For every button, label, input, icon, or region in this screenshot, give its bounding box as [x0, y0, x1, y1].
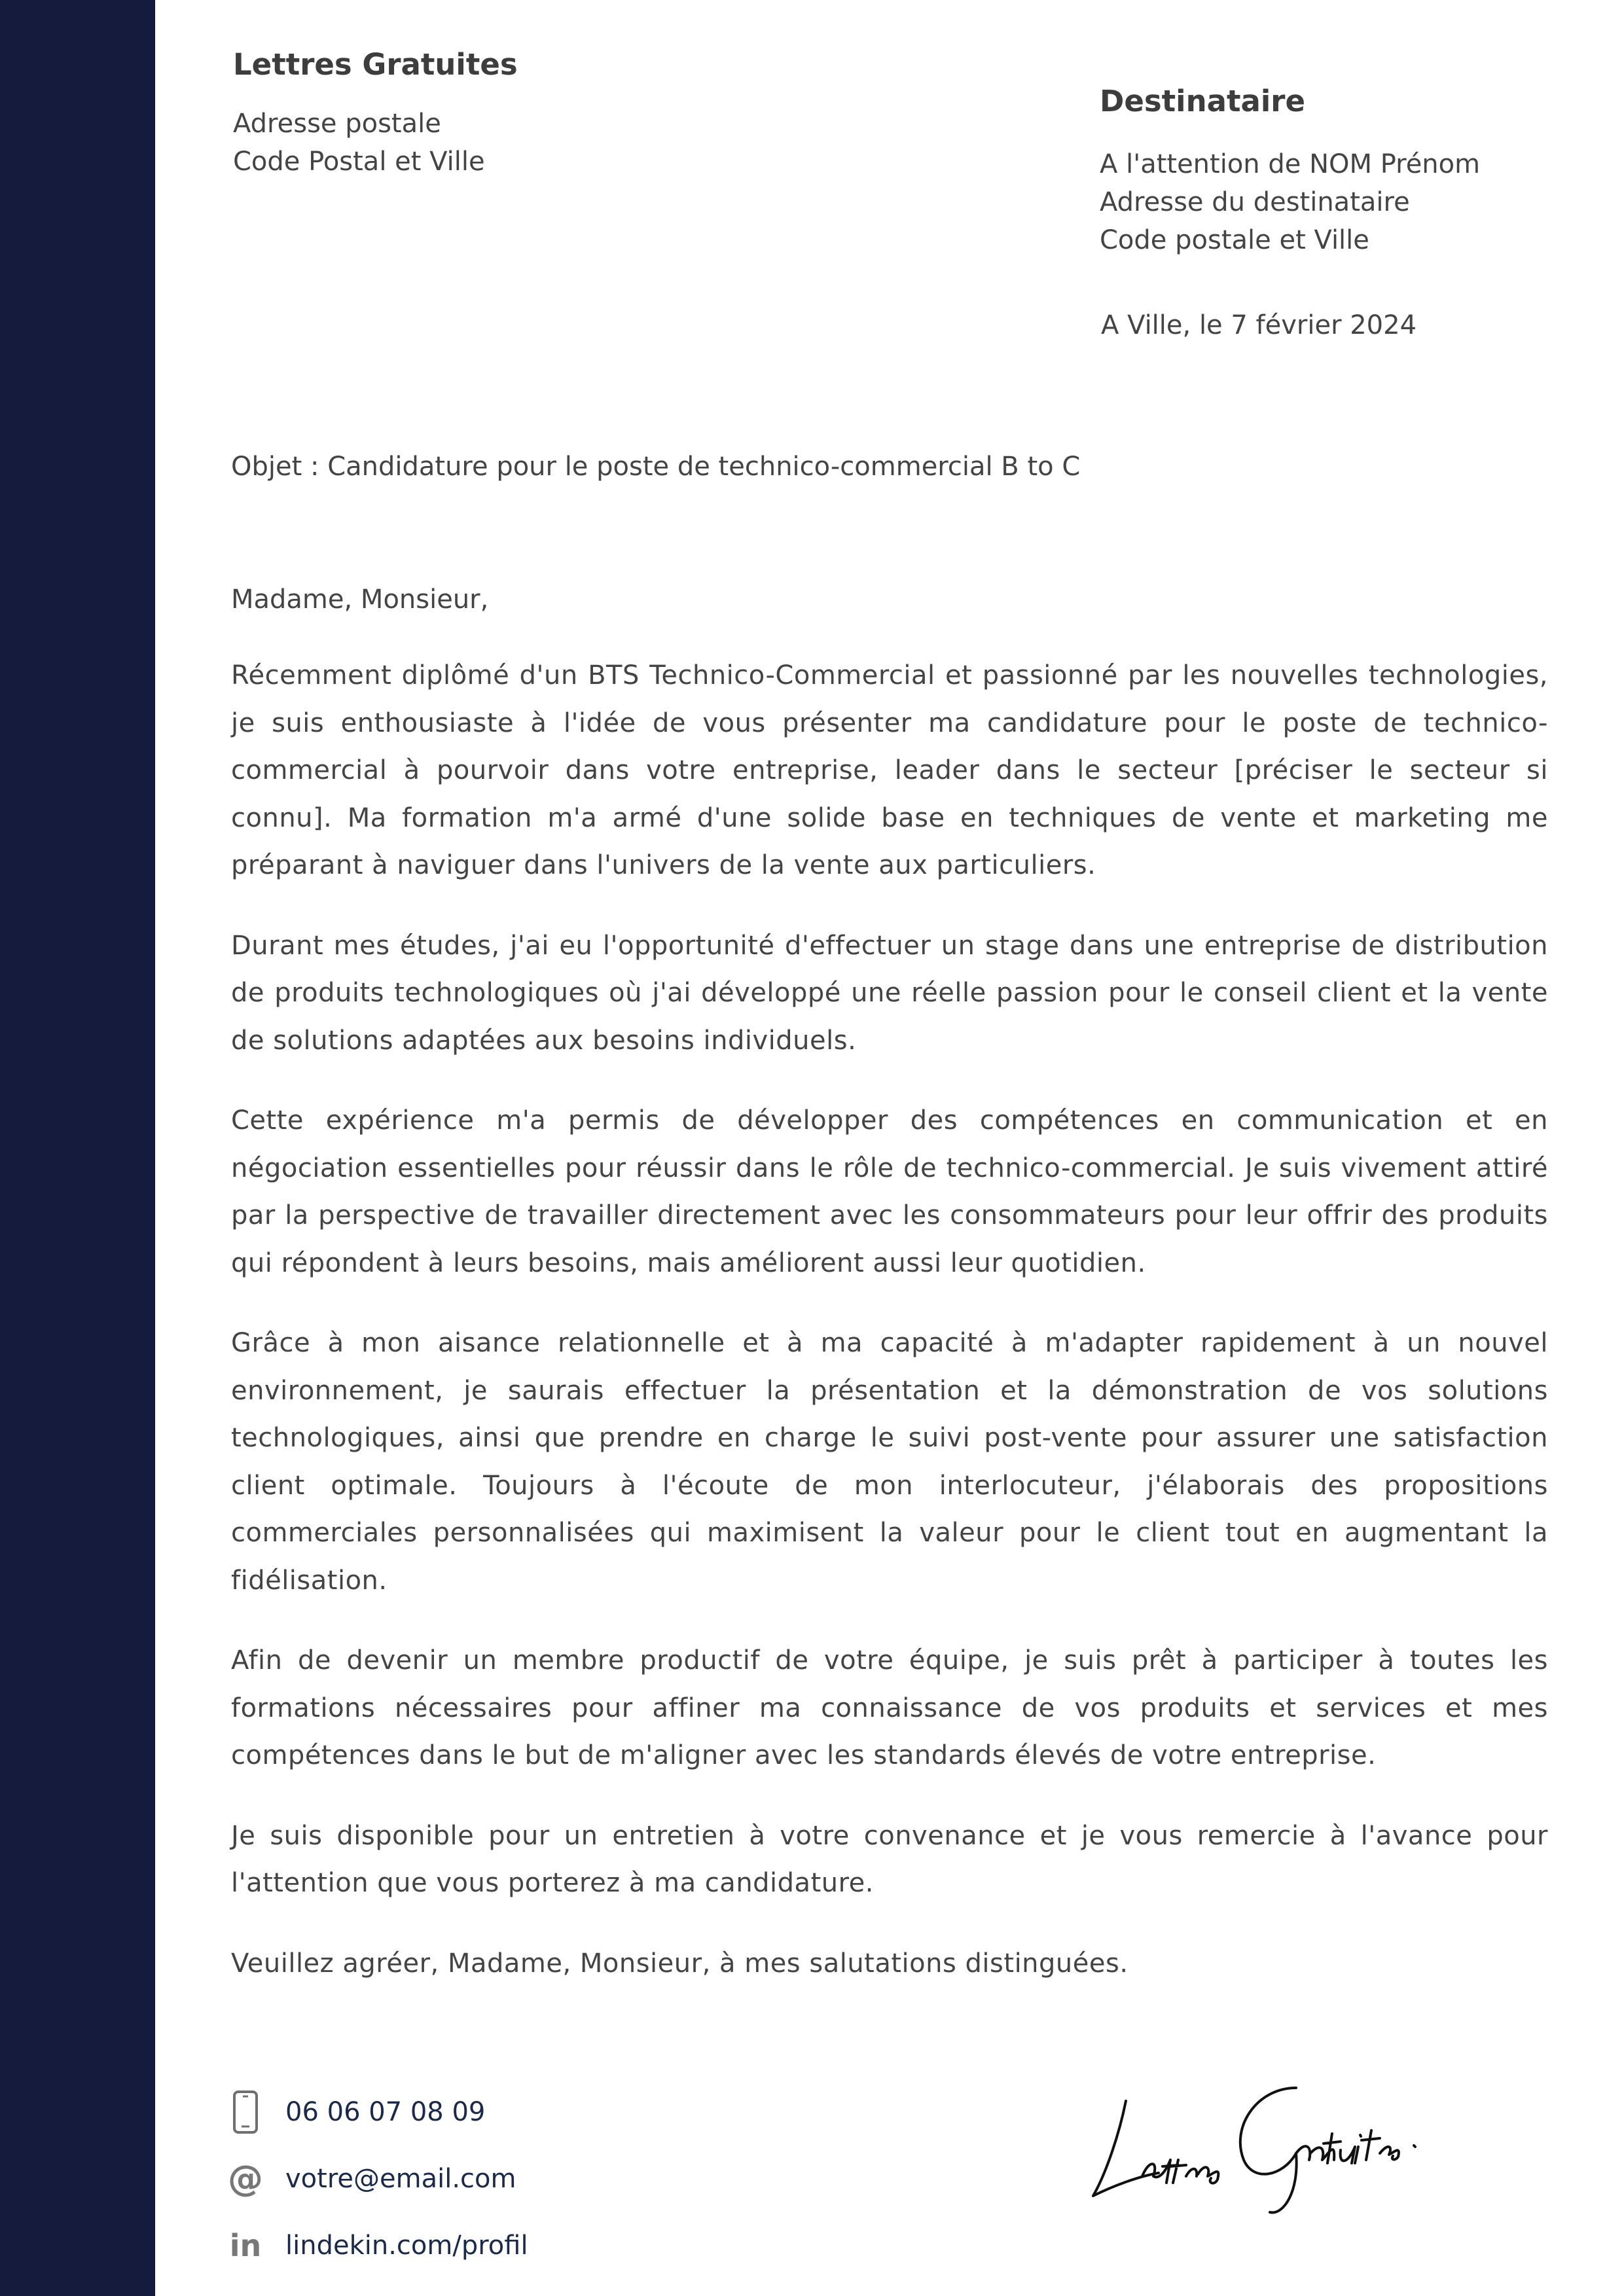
letter-body — [231, 576, 1548, 2020]
recipient-address: Adresse du destinataire — [1100, 187, 1410, 217]
sender-address: Adresse postale — [233, 109, 441, 139]
letter-subject: Objet : Candidature pour le poste de technico-commercial B to C — [231, 452, 1081, 482]
contact-phone[interactable]: 06 06 07 08 09 — [285, 2097, 486, 2127]
linkedin-icon: in — [229, 2228, 262, 2263]
contact-linkedin-row — [229, 2212, 528, 2279]
sidebar-band — [0, 0, 155, 2296]
paragraph: Grâce à mon aisance relationnelle et à ma capacité à m'adapter rapidement à un nouvel environnement, je saurais effectuer la présentation et la démonstration de vos solutions technologiques, ainsi que prendre en charge le suivi post-vente pour assurer une satisfaction client optimale. Toujours à l'écoute de mon interlocuteur, j'élaborais des propositions commerciales personnalisées qui maximisent la valeur pour le client tout en augmentant la fidélisation. — [231, 1328, 1548, 1596]
paragraph: Récemment diplômé d'un BTS Technico-Commercial et passionné par les nouvelles technologies, je suis enthousiaste à l'idée de vous présenter ma candidature pour le poste de technico-commercial à pourvoir dans votre entreprise, leader dans le secteur [préciser le secteur si connu]. Ma formation m'a armé d'une solide base en techniques de vente et marketing me préparant à naviguer dans l'univers de la vente aux particuliers. — [231, 660, 1548, 880]
sender-block — [233, 47, 518, 181]
at-sign-icon: @ — [228, 2158, 263, 2199]
contact-linkedin[interactable]: lindekin.com/profil — [285, 2231, 528, 2261]
letter-date: A Ville, le 7 février 2024 — [1101, 310, 1417, 340]
recipient-block — [1100, 84, 1480, 259]
handwritten-signature — [1080, 2062, 1460, 2219]
sender-name: Lettres Gratuites — [233, 47, 518, 82]
contact-email[interactable]: votre@email.com — [285, 2164, 516, 2194]
paragraph: Afin de devenir un membre productif de votre équipe, je suis prêt à participer à toutes les formations nécessaires pour affiner ma connaissance de vos produits et services et mes compétences dans le but de m'aligner avec les standards élevés de votre entreprise. — [231, 1645, 1548, 1770]
paragraph: Cette expérience m'a permis de développer des compétences en communication et en négociation essentielles pour réussir dans le rôle de technico-commercial. Je suis vivement attiré par la perspective de travailler directement avec les consommateurs pour leur offrir des produits qui répondent à leurs besoins, mais améliorent aussi leur quotidien. — [231, 1105, 1548, 1278]
paragraph: Je suis disponible pour un entretien à votre convenance et je vous remercie à l'avance pour l'attention que vous porterez à ma candidature. — [231, 1820, 1548, 1898]
recipient-attention: A l'attention de NOM Prénom — [1100, 149, 1481, 179]
recipient-city: Code postale et Ville — [1100, 225, 1369, 255]
contact-email-row — [229, 2145, 528, 2212]
salutation: Madame, Monsieur, — [231, 584, 489, 615]
paragraph: Durant mes études, j'ai eu l'opportunité d'effectuer un stage dans une entreprise de distribution de produits technologiques où j'ai développé une réelle passion pour le conseil client et la vente de solutions adaptées aux besoins individuels. — [231, 930, 1548, 1056]
smartphone-icon — [229, 2089, 262, 2135]
sender-city: Code Postal et Ville — [233, 147, 485, 177]
closing-formula: Veuillez agréer, Madame, Monsieur, à mes salutations distinguées. — [231, 1948, 1128, 1979]
contact-block — [229, 2079, 528, 2279]
contact-phone-row — [229, 2079, 528, 2145]
recipient-title: Destinataire — [1100, 84, 1306, 118]
